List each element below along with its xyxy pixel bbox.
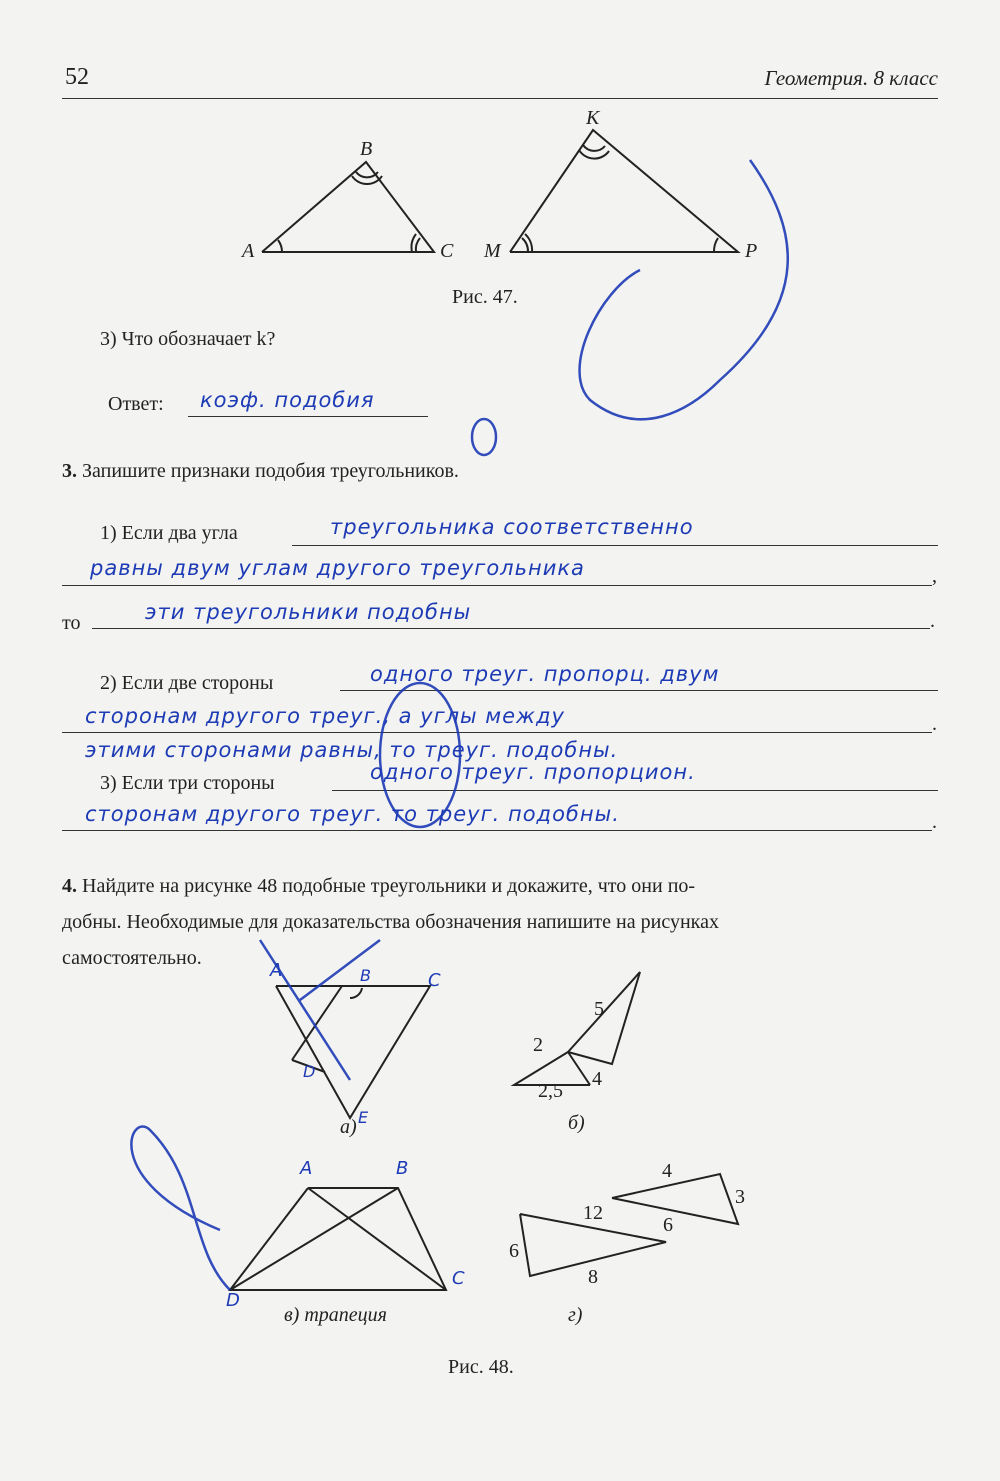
answer-handwriting: коэф. подобия <box>200 388 375 412</box>
task3-item1-hand1: треугольника соответственно <box>330 515 694 539</box>
hand-letter-c1: C <box>428 970 442 991</box>
task3-item3-prefix: 3) Если три стороны <box>100 772 275 794</box>
task3-item1-to: то <box>62 612 81 634</box>
fig47-label-c: C <box>440 240 454 262</box>
fig47-label-b: B <box>360 138 373 160</box>
fig48g-num-6b: 6 <box>509 1240 519 1262</box>
task3-item2-hand1: одного треуг. пропорц. двум <box>370 662 720 686</box>
task3-item3-hand2: сторонам другого треуг. то треуг. подобны. <box>85 802 620 826</box>
hand-letter-d1: D <box>303 1062 317 1081</box>
task3-item2-hand3: этими сторонами равны, то треуг. подобны. <box>85 738 619 762</box>
task3-item1-prefix: 1) Если два угла <box>100 522 238 544</box>
hand-letter-e1: E <box>358 1108 370 1127</box>
hand-letter-c2: C <box>452 1268 466 1289</box>
fig47-label-m: M <box>484 240 501 262</box>
task3-item2-hand2: сторонам другого треуг., а углы между <box>85 704 565 728</box>
fig48-label-a: а) <box>340 1116 357 1138</box>
task3-item3-hand1: одного треуг. пропорцион. <box>370 760 696 784</box>
task4-line1: 4. Найдите на рисунке 48 подобные треугольники и докажите, что они по- <box>62 875 696 897</box>
fig48b-num-4: 4 <box>592 1068 602 1090</box>
fig48g-num-4: 4 <box>662 1160 672 1182</box>
period-1: . <box>930 610 935 632</box>
task3-item2-prefix: 2) Если две стороны <box>100 672 274 694</box>
fig48-label-g: г) <box>568 1304 583 1326</box>
fig48-caption: Рис. 48. <box>448 1356 514 1378</box>
fig48g-num-8: 8 <box>588 1266 598 1288</box>
period-2: . <box>932 713 937 735</box>
fig48-label-v: в) трапеция <box>284 1304 387 1326</box>
period-3: . <box>932 811 937 833</box>
fig48-label-b: б) <box>568 1112 585 1134</box>
fig47-label-k: K <box>586 107 600 129</box>
fig47-label-p: P <box>745 240 758 262</box>
fig48b-num-2-5: 2,5 <box>538 1080 563 1102</box>
hand-letter-d2: D <box>226 1290 241 1311</box>
task3-item1-hand3: эти треугольники подобны <box>145 600 472 624</box>
hand-letter-b1: B <box>360 966 372 985</box>
fig47-caption: Рис. 47. <box>452 286 518 308</box>
fig48b-num-5: 5 <box>594 998 604 1020</box>
fig47-label-a: A <box>242 240 255 262</box>
task3-item1-hand2: равны двум углам другого треугольника <box>90 556 585 580</box>
answer-label: Ответ: <box>108 393 164 415</box>
hand-letter-a1: A <box>270 960 284 981</box>
task4-line2: добны. Необходимые для доказательства обозначения напишите на рисунках <box>62 911 719 933</box>
fig48b-num-2: 2 <box>533 1034 543 1056</box>
pen-scribbles <box>131 160 787 1290</box>
task4-line3: самостоятельно. <box>62 947 202 969</box>
fig48g-num-6a: 6 <box>663 1214 673 1236</box>
page-number: 52 <box>65 64 89 90</box>
question-k: 3) Что обозначает k? <box>100 328 276 350</box>
hand-letter-a2: A <box>300 1158 314 1179</box>
comma-1: , <box>932 565 937 587</box>
fig48g-num-12: 12 <box>583 1202 603 1224</box>
task4-number: 4. <box>62 875 77 897</box>
hand-letter-b2: B <box>396 1158 410 1179</box>
task3-title: Запишите признаки подобия треугольников. <box>82 460 459 482</box>
book-title: Геометрия. 8 класс <box>764 66 938 90</box>
task3-number: 3. <box>62 460 77 482</box>
fig48g-num-3: 3 <box>735 1186 745 1208</box>
